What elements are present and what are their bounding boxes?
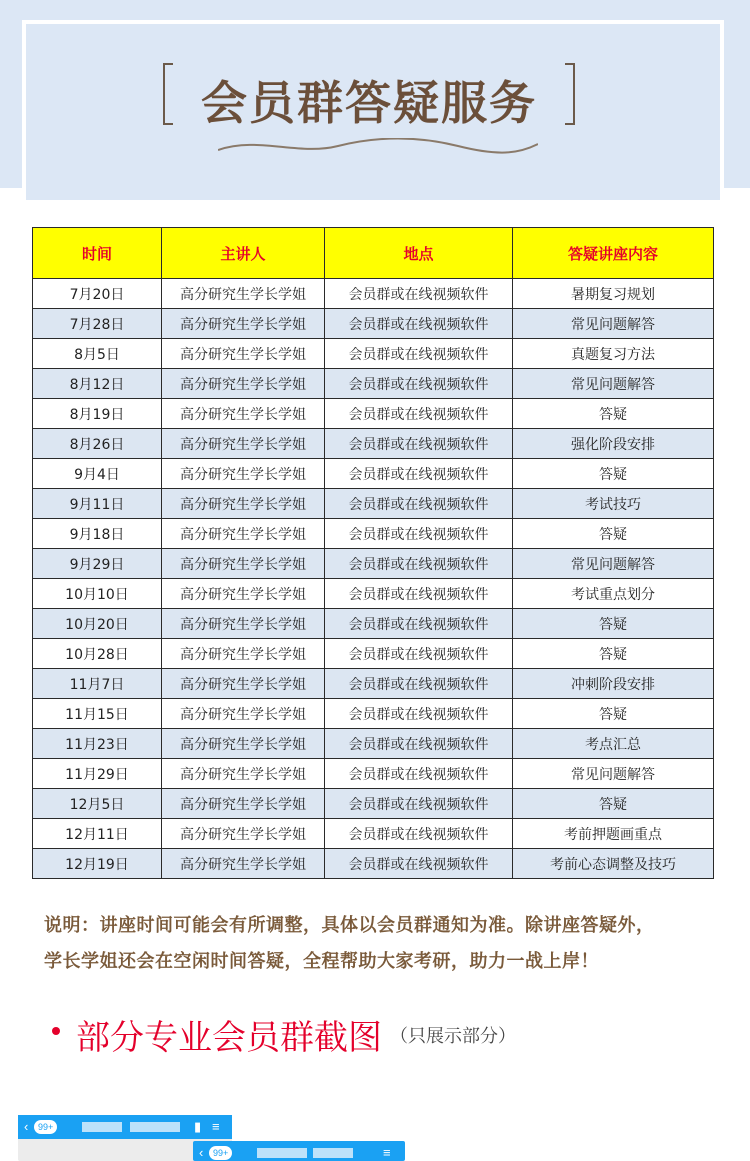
cell-content: 答疑 [513,399,714,429]
table-row [33,399,714,429]
cell-location: 会员群或在线视频软件 [325,429,513,459]
cell-time: 11月23日 [33,729,162,759]
table-row [33,549,714,579]
cell-time: 11月7日 [33,669,162,699]
cell-time: 10月28日 [33,639,162,669]
cell-location: 会员群或在线视频软件 [325,669,513,699]
cell-speaker: 高分研究生学长学姐 [162,549,325,579]
cell-content: 答疑 [513,639,714,669]
group-screenshot-2 [193,1141,405,1161]
cell-time: 10月20日 [33,609,162,639]
cell-location: 会员群或在线视频软件 [325,729,513,759]
cell-location: 会员群或在线视频软件 [325,849,513,879]
blurred-group-name [82,1122,122,1132]
cell-speaker: 高分研究生学长学姐 [162,639,325,669]
table-row [33,459,714,489]
cell-speaker: 高分研究生学长学姐 [162,489,325,519]
schedule-table [32,227,714,879]
cell-location: 会员群或在线视频软件 [325,759,513,789]
cell-speaker: 高分研究生学长学姐 [162,759,325,789]
cell-time: 11月15日 [33,699,162,729]
table-row [33,669,714,699]
cell-content: 考点汇总 [513,729,714,759]
cell-speaker: 高分研究生学长学姐 [162,849,325,879]
cell-speaker: 高分研究生学长学姐 [162,789,325,819]
cell-content: 常见问题解答 [513,759,714,789]
cell-location: 会员群或在线视频软件 [325,639,513,669]
cell-speaker: 高分研究生学长学姐 [162,819,325,849]
cell-location: 会员群或在线视频软件 [325,579,513,609]
cell-location: 会员群或在线视频软件 [325,519,513,549]
cell-content: 常见问题解答 [513,369,714,399]
table-row [33,789,714,819]
table-row [33,609,714,639]
cell-location: 会员群或在线视频软件 [325,279,513,309]
column-header-content: 答疑讲座内容 [513,228,714,279]
cell-speaker: 高分研究生学长学姐 [162,309,325,339]
cell-time: 12月11日 [33,819,162,849]
document-icon: ▮ [194,1119,202,1134]
table-row [33,819,714,849]
table-row [33,759,714,789]
note-text [44,908,714,980]
menu-icon: ≡ [212,1119,220,1134]
table-row [33,429,714,459]
cell-location: 会员群或在线视频软件 [325,489,513,519]
cell-speaker: 高分研究生学长学姐 [162,369,325,399]
cell-content: 考试技巧 [513,489,714,519]
section-heading [52,1010,516,1060]
cell-time: 9月4日 [33,459,162,489]
cell-time: 8月19日 [33,399,162,429]
cell-location: 会员群或在线视频软件 [325,309,513,339]
cell-location: 会员群或在线视频软件 [325,459,513,489]
cell-time: 9月29日 [33,549,162,579]
cell-location: 会员群或在线视频软件 [325,549,513,579]
cell-speaker: 高分研究生学长学姐 [162,459,325,489]
table-row [33,699,714,729]
cell-time: 9月18日 [33,519,162,549]
cell-location: 会员群或在线视频软件 [325,609,513,639]
cell-content: 考试重点划分 [513,579,714,609]
column-header-location: 地点 [325,228,513,279]
cell-speaker: 高分研究生学长学姐 [162,699,325,729]
cell-time: 12月19日 [33,849,162,879]
cell-speaker: 高分研究生学长学姐 [162,399,325,429]
cell-content: 真题复习方法 [513,339,714,369]
page-title: 会员群答疑服务 [201,76,537,130]
menu-icon: ≡ [383,1145,391,1160]
note-line-2: 学长学姐还会在空闲时间答疑，全程帮助大家考研，助力一战上岸！ [44,951,599,972]
column-header-time: 时间 [33,228,162,279]
unread-badge: 99+ [209,1146,232,1160]
cell-time: 8月5日 [33,339,162,369]
cell-content: 答疑 [513,789,714,819]
cell-location: 会员群或在线视频软件 [325,819,513,849]
back-arrow-icon: ‹ [199,1145,204,1160]
cell-time: 7月28日 [33,309,162,339]
section-subtitle: （只展示部分） [390,1025,516,1047]
cell-speaker: 高分研究生学长学姐 [162,579,325,609]
table-row [33,579,714,609]
table-row [33,519,714,549]
cell-time: 10月10日 [33,579,162,609]
cell-speaker: 高分研究生学长学姐 [162,429,325,459]
cell-time: 9月11日 [33,489,162,519]
table-body [33,279,714,879]
cell-time: 11月29日 [33,759,162,789]
table-row [33,489,714,519]
wave-divider-icon [218,138,538,156]
note-line-1: 说明：讲座时间可能会有所调整，具体以会员群通知为准。除讲座答疑外， [44,915,655,936]
cell-content: 冲刺阶段安排 [513,669,714,699]
table-row [33,339,714,369]
table-row [33,639,714,669]
cell-content: 暑期复习规划 [513,279,714,309]
section-title: 部分专业会员群截图 [76,1018,382,1058]
cell-location: 会员群或在线视频软件 [325,399,513,429]
bullet-icon [52,1027,60,1035]
column-header-speaker: 主讲人 [162,228,325,279]
blurred-group-name [130,1122,180,1132]
unread-badge: 99+ [34,1120,57,1134]
cell-content: 强化阶段安排 [513,429,714,459]
table-row [33,309,714,339]
cell-time: 8月26日 [33,429,162,459]
screenshot-titlebar [18,1115,232,1139]
cell-speaker: 高分研究生学长学姐 [162,279,325,309]
cell-speaker: 高分研究生学长学姐 [162,609,325,639]
table-header-row [33,228,714,279]
cell-time: 12月5日 [33,789,162,819]
cell-content: 考前押题画重点 [513,819,714,849]
cell-time: 8月12日 [33,369,162,399]
cell-time: 7月20日 [33,279,162,309]
cell-content: 答疑 [513,519,714,549]
cell-location: 会员群或在线视频软件 [325,789,513,819]
cell-speaker: 高分研究生学长学姐 [162,669,325,699]
cell-speaker: 高分研究生学长学姐 [162,339,325,369]
cell-content: 答疑 [513,609,714,639]
cell-location: 会员群或在线视频软件 [325,339,513,369]
right-bracket [565,63,575,125]
cell-content: 答疑 [513,459,714,489]
back-arrow-icon: ‹ [24,1119,29,1134]
table-row [33,729,714,759]
cell-content: 答疑 [513,699,714,729]
table-row [33,279,714,309]
blurred-group-name [257,1148,307,1158]
blurred-group-name [313,1148,353,1158]
cell-location: 会员群或在线视频软件 [325,699,513,729]
title-frame [163,63,575,130]
cell-content: 常见问题解答 [513,549,714,579]
cell-content: 常见问题解答 [513,309,714,339]
cell-speaker: 高分研究生学长学姐 [162,729,325,759]
cell-content: 考前心态调整及技巧 [513,849,714,879]
table-row [33,369,714,399]
cell-location: 会员群或在线视频软件 [325,369,513,399]
cell-speaker: 高分研究生学长学姐 [162,519,325,549]
table-row [33,849,714,879]
